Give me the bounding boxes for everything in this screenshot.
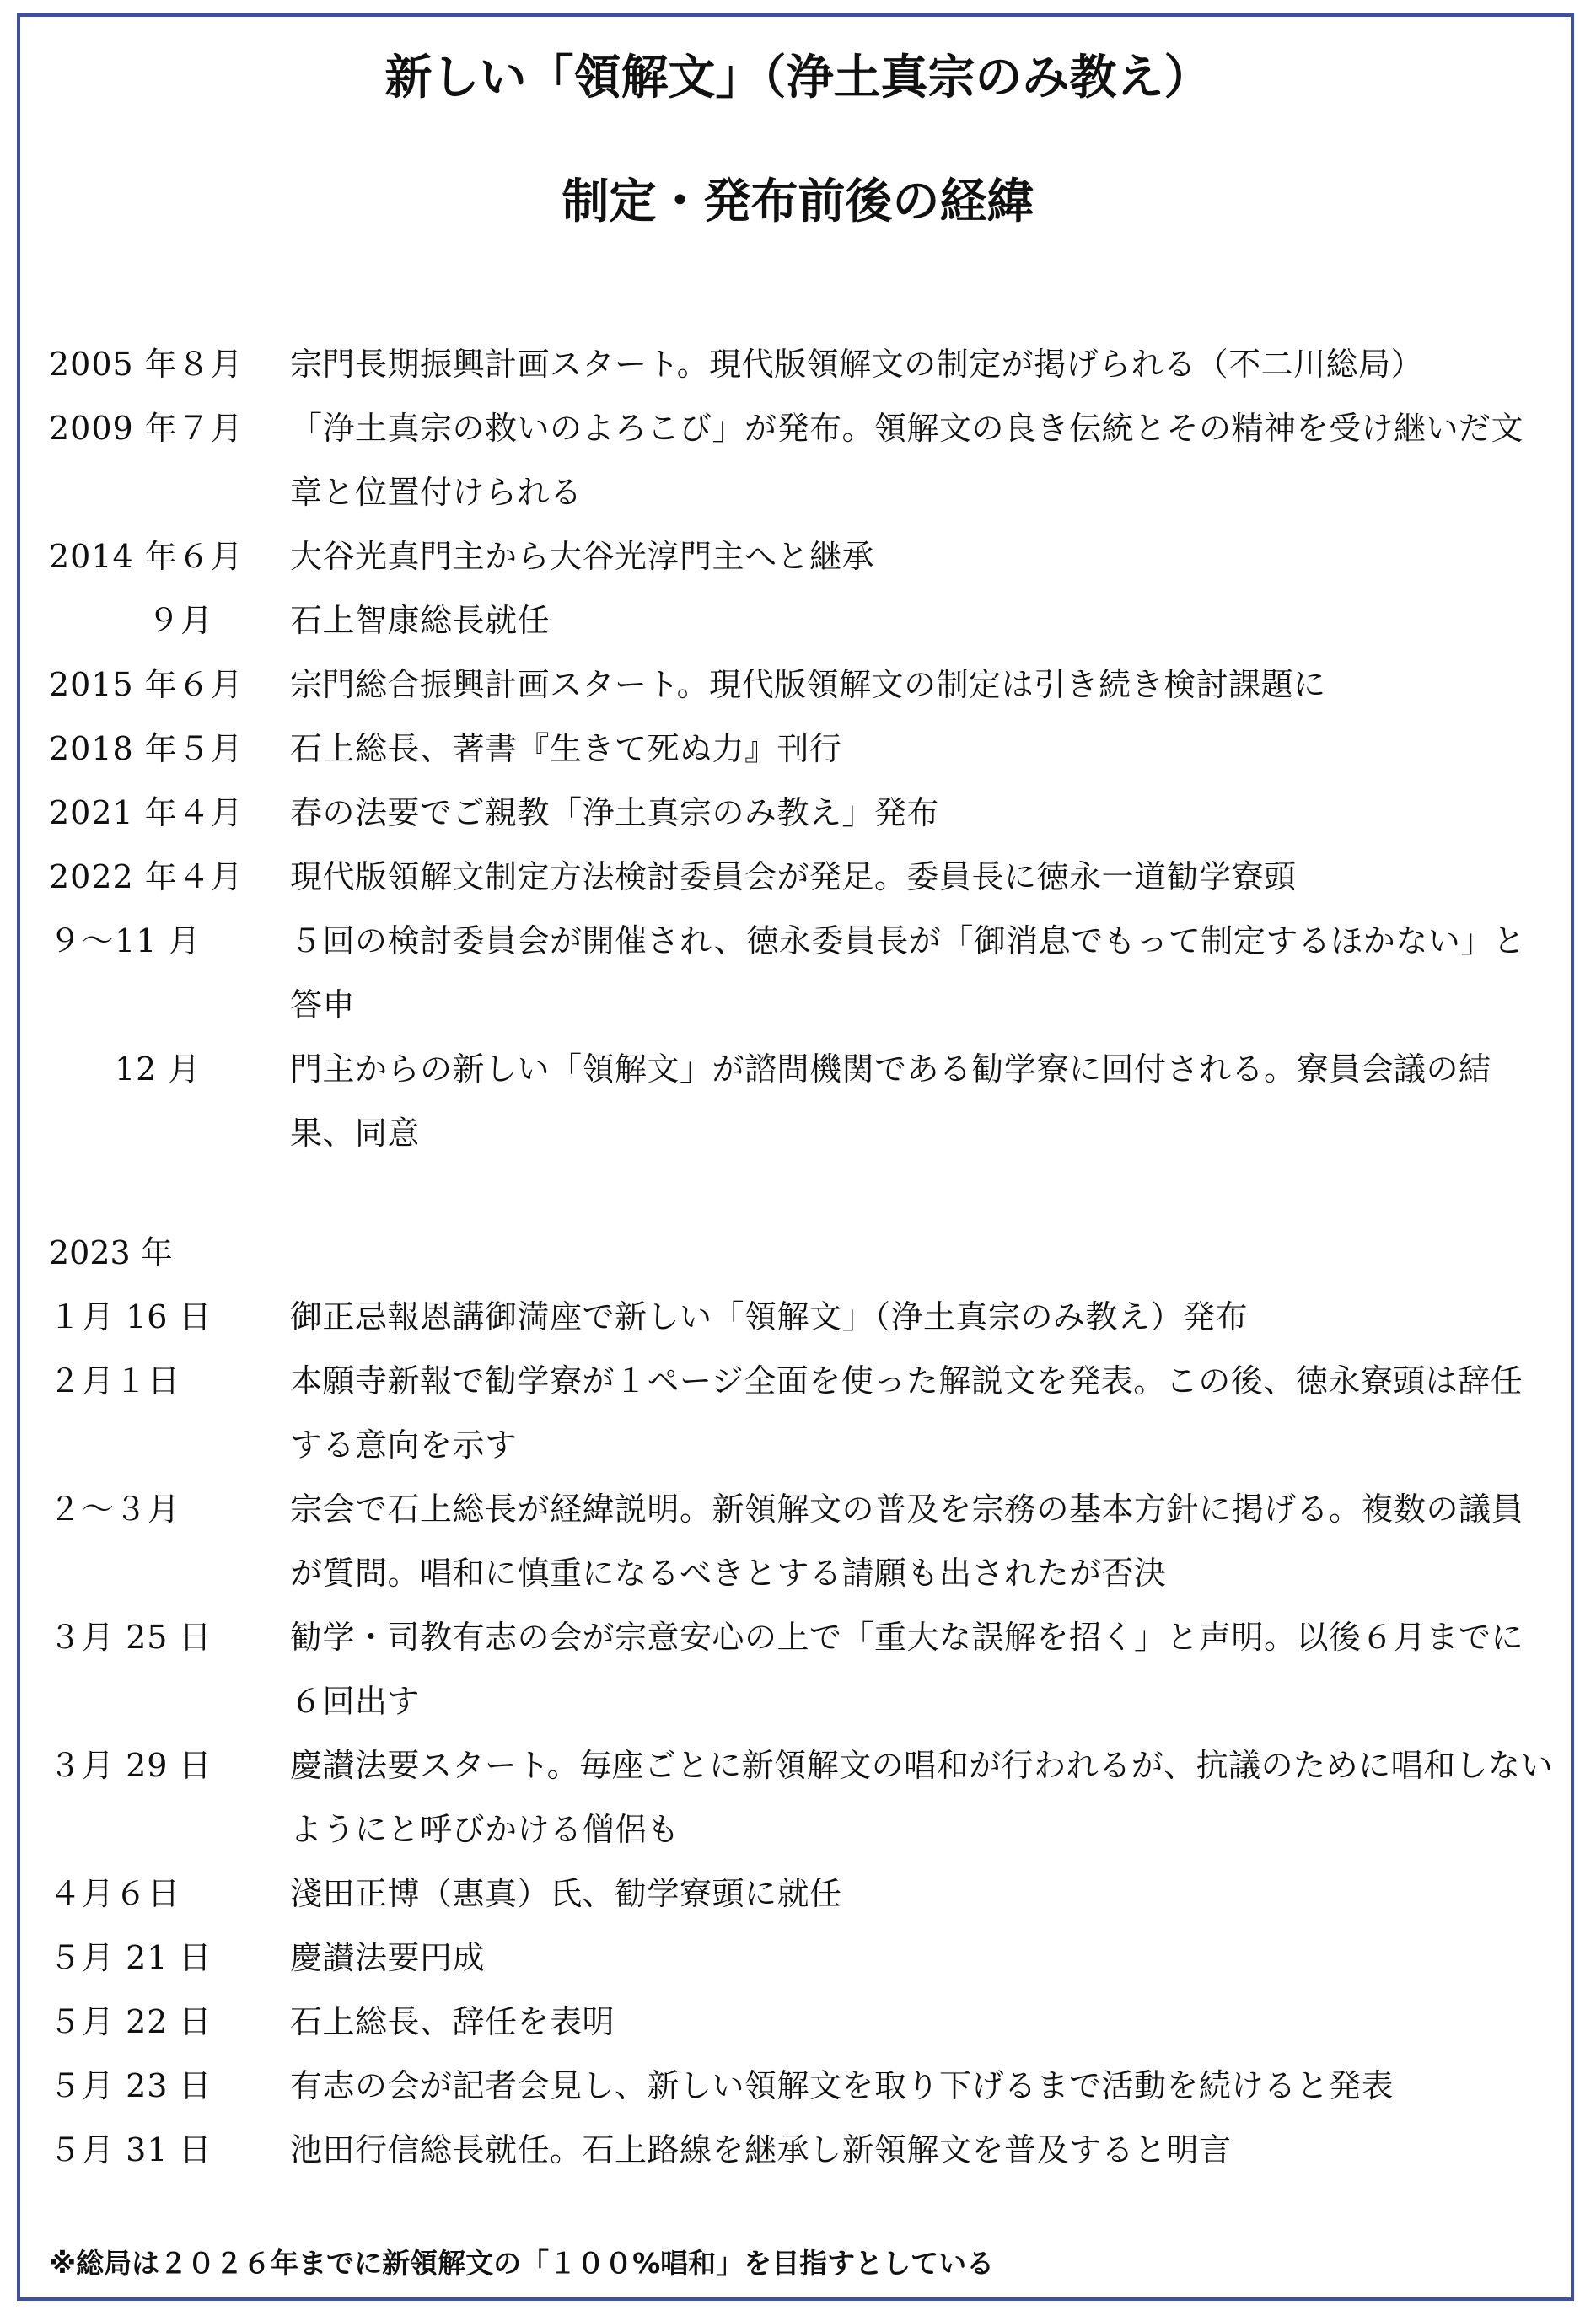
- entry-text: 勧学・司教有志の会が宗意安心の上で「重大な誤解を招く」と声明。以後６月までに６回出す: [290, 1619, 1524, 1720]
- entry-date: ５月 22 日: [49, 2003, 212, 2040]
- entry-text: 有志の会が記者会見し、新しい領解文を取り下げるまで活動を続けると発表: [290, 2067, 1394, 2104]
- entry-text: 石上総長、著書『生きて死ぬ力』刊行: [290, 730, 842, 767]
- year-heading: 2023 年: [49, 1234, 173, 1271]
- entry-date: 2009 年７月: [49, 410, 244, 447]
- entry-text: 慶讃法要スタート。毎座ごとに新領解文の唱和が行われるが、抗議のために唱和しないようにと呼びかける僧侶も: [290, 1747, 1554, 1848]
- entry-date: ４月６日: [49, 1875, 181, 1912]
- entry-text: 本願寺新報で勧学寮が１ページ全面を使った解説文を発表。この後、徳永寮頭は辞任する意向を示す: [290, 1362, 1523, 1464]
- entry-text: 「浄土真宗の救いのよろこび」が発布。領解文の良き伝統とその精神を受け継いだ文章と位置付けられる: [290, 410, 1524, 511]
- entry-date: ２月１日: [49, 1362, 181, 1400]
- entry-date: ９～11 月: [49, 922, 202, 959]
- entry-date: １月 16 日: [49, 1298, 212, 1335]
- entry-date: ９月: [49, 602, 214, 639]
- entry-date: ３月 25 日: [49, 1619, 212, 1656]
- document-subtitle: 制定・発布前後の経緯: [562, 175, 1034, 229]
- entry-text: 宗門長期振興計画スタート。現代版領解文の制定が掲げられる（不二川総局）: [290, 346, 1424, 383]
- entry-text: 大谷光真門主から大谷光淳門主へと継承: [290, 538, 875, 575]
- entry-text: 現代版領解文制定方法検討委員会が発足。委員長に徳永一道勧学寮頭: [290, 858, 1297, 895]
- entry-date: ３月 29 日: [49, 1747, 212, 1784]
- entry-date: 2018 年５月: [49, 730, 244, 767]
- document-title: 新しい「領解文」（浄土真宗のみ教え）: [384, 51, 1212, 105]
- entry-text: 淺田正博（惠真）氏、勧学寮頭に就任: [290, 1875, 842, 1912]
- entry-text: 春の法要でご親教「浄土真宗のみ教え」発布: [290, 794, 940, 831]
- entry-date: 2005 年８月: [49, 346, 244, 383]
- entry-text: 宗門総合振興計画スタート。現代版領解文の制定は引き続き検討課題に: [290, 666, 1326, 703]
- entry-date: 2015 年６月: [49, 666, 244, 703]
- entry-date: 2022 年４月: [49, 858, 244, 895]
- entry-date: ５月 31 日: [49, 2131, 212, 2168]
- entry-text: 御正忌報恩講御満座で新しい「領解文」（浄土真宗のみ教え）発布: [290, 1298, 1249, 1335]
- entry-date: ５月 21 日: [49, 1939, 212, 1976]
- entry-text: 池田行信総長就任。石上路線を継承し新領解文を普及すると明言: [290, 2131, 1232, 2168]
- footnote: ※総局は２０２６年までに新領解文の「１００%唱和」を目指すとしている: [49, 2247, 995, 2280]
- entry-text: 慶讃法要円成: [290, 1939, 486, 1976]
- entry-text: 門主からの新しい「領解文」が諮問機関である勧学寮に回付される。寮員会議の結果、同意: [290, 1050, 1491, 1152]
- entry-date: 2021 年４月: [49, 794, 244, 831]
- entry-text: 石上智康総長就任: [290, 602, 551, 639]
- entry-date: 2014 年６月: [49, 538, 244, 575]
- entry-date: ２～３月: [49, 1491, 181, 1528]
- entry-date: ５月 23 日: [49, 2067, 212, 2104]
- entry-text: 石上総長、辞任を表明: [290, 2003, 615, 2040]
- entry-text: 宗会で石上総長が経緯説明。新領解文の普及を宗務の基本方針に掲げる。複数の議員が質問。唱和に慎重になるべきとする請願も出されたが否決: [290, 1491, 1524, 1592]
- entry-date: 12 月: [49, 1050, 202, 1088]
- entry-text: ５回の検討委員会が開催され、徳永委員長が「御消息でもって制定するほかない」と答申: [290, 922, 1526, 1023]
